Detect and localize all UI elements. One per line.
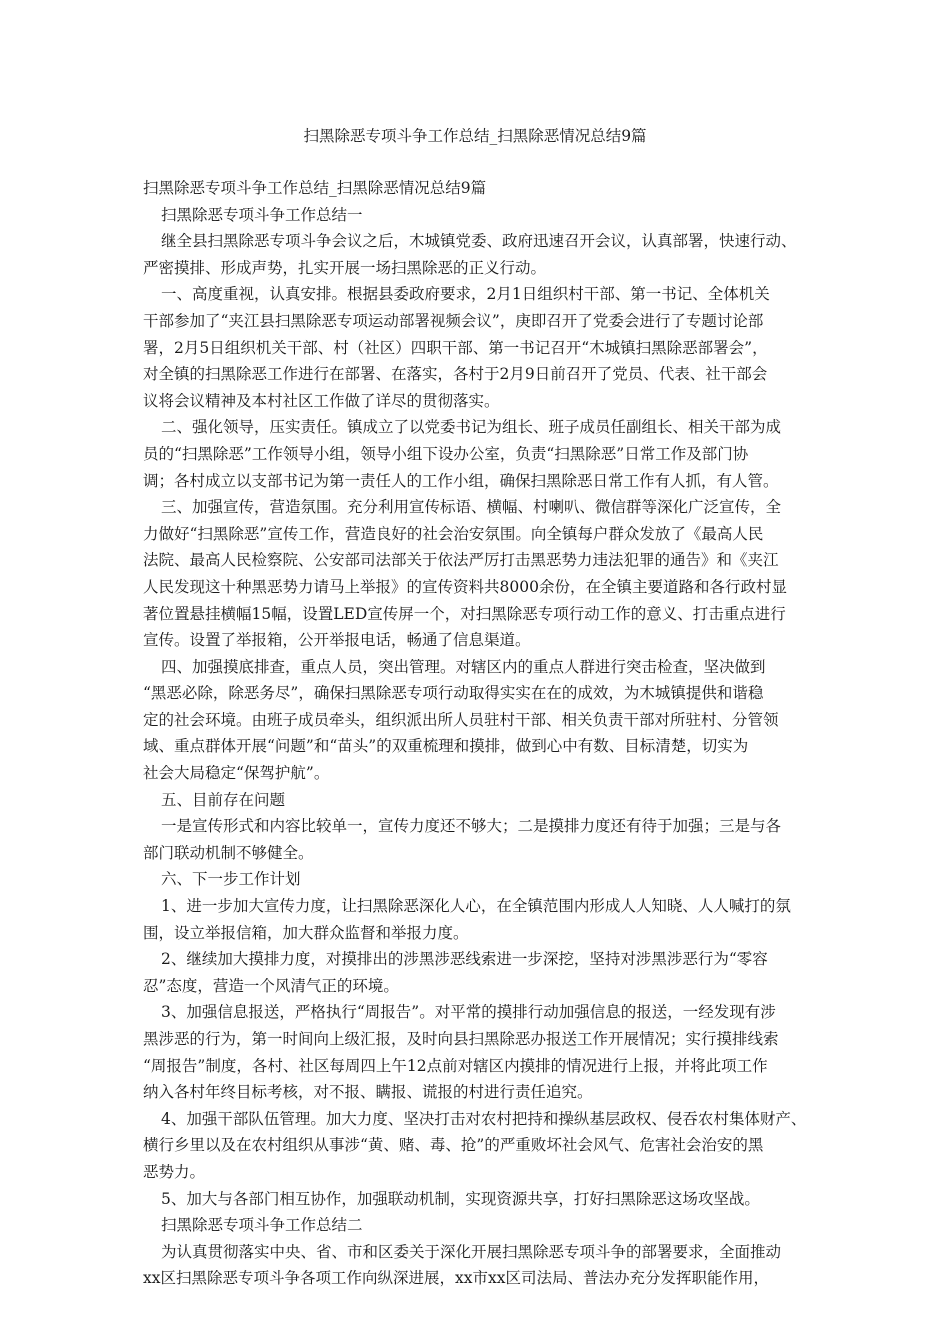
text-line: 法院、最高人民检察院、公安部司法部关于依法严厉打击黑恶势力违法犯罪的通告》和《夹江: [143, 551, 779, 570]
text-line: 调；各村成立以支部书记为第一责任人的工作小组，确保扫黑除恶日常工作有人抓，有人管。: [143, 471, 779, 490]
text-line: 横行乡里以及在农村组织从事涉“黄、赌、毒、抢”的严重败坏社会风气、危害社会治安的黑: [143, 1136, 764, 1155]
text-line: 部门联动机制不够健全。: [143, 843, 314, 862]
text-line: 五、目前存在问题: [161, 790, 286, 809]
text-line: 扫黑除恶专项斗争工作总结二: [161, 1216, 363, 1235]
text-line: 定的社会环境。由班子成员牵头，组织派出所人员驻村干部、相关负责干部对所驻村、分管领: [143, 710, 779, 729]
text-line: 1、进一步加大宣传力度，让扫黑除恶深化人心，在全镇范围内形成人人知晓、人人喊打的氛: [161, 897, 791, 916]
text-line: 三、加强宣传，营造氛围。充分利用宣传标语、横幅、村喇叭、微信群等深化广泛宣传，全: [161, 498, 782, 517]
text-line: 纳入各村年终目标考核，对不报、瞒报、谎报的村进行责任追究。: [143, 1083, 593, 1102]
text-line: 扫黑除恶专项斗争工作总结_扫黑除恶情况总结9篇: [143, 179, 487, 197]
text-line: xx区扫黑除恶专项斗争各项工作向纵深进展，xx市xx区司法局、普法办充分发挥职能作用，: [143, 1269, 769, 1288]
page-title: 扫黑除恶专项斗争工作总结_扫黑除恶情况总结9篇: [303, 127, 647, 145]
text-line: 一是宣传形式和内容比较单一，宣传力度还不够大；二是摸排力度还有待于加强；三是与各: [161, 817, 782, 836]
text-line: 域、重点群体开展“问题”和“苗头”的双重梳理和摸排，做到心中有数、目标清楚，切实为: [143, 737, 749, 756]
text-line: 恶势力。: [143, 1162, 206, 1181]
text-line: 继全县扫黑除恶专项斗争会议之后，木城镇党委、政府迅速召开会议，认真部署，快速行动、: [161, 232, 797, 251]
text-line: 黑涉恶的行为，第一时间向上级汇报，及时向县扫黑除恶办报送工作开展情况；实行摸排线索: [143, 1030, 779, 1048]
text-line: 议将会议精神及本村社区工作做了详尽的贯彻落实。: [143, 391, 500, 410]
text-line: 3、加强信息报送，严格执行“周报告”。对平常的摸排行动加强信息的报送，一经发现有涉: [161, 1003, 776, 1022]
text-line: 力做好“扫黑除恶”宣传工作，营造良好的社会治安氛围。向全镇每户群众发放了《最高人民: [143, 524, 764, 543]
text-line: 扫黑除恶专项斗争工作总结一: [161, 205, 363, 224]
text-line: 围，设立举报信箱，加大群众监督和举报力度。: [143, 923, 469, 942]
document-body: [143, 175, 813, 1292]
text-line: 四、加强摸底排查，重点人员，突出管理。对辖区内的重点人群进行突击检查，坚决做到: [161, 657, 766, 676]
text-line: 宣传。设置了举报箱，公开举报电话，畅通了信息渠道。: [143, 631, 531, 650]
text-line: 2、继续加大摸排力度，对摸排出的涉黑涉恶线索进一步深挖，坚持对涉黑涉恶行为“零容: [161, 950, 768, 969]
text-line: 5、加大与各部门相互协作，加强联动机制，实现资源共享，打好扫黑除恶这场攻坚战。: [161, 1189, 760, 1208]
text-line: 六、下一步工作计划: [161, 870, 301, 889]
text-line: 忍”态度，营造一个风清气正的环境。: [143, 976, 399, 995]
text-line: 严密摸排、形成声势，扎实开展一场扫黑除恶的正义行动。: [143, 258, 547, 277]
text-line: 二、强化领导，压实责任。镇成立了以党委书记为组长、班子成员任副组长、相关干部为成: [161, 418, 782, 437]
text-line: 为认真贯彻落实中央、省、市和区委关于深化开展扫黑除恶专项斗争的部署要求，全面推动: [161, 1242, 782, 1261]
text-line: 对全镇的扫黑除恶工作进行在部署、在落实，各村于2月9日前召开了党员、代表、社干部会: [143, 365, 768, 384]
text-line: 人民发现这十种黑恶势力请马上举报》的宣传资料共8000余份，在全镇主要道路和各行政村显: [143, 577, 787, 596]
text-line: “周报告”制度，各村、社区每周四上午12点前对辖区内摸排的情况进行上报，并将此项工作: [143, 1056, 768, 1075]
text-line: 干部参加了“夹江县扫黑除恶专项运动部署视频会议”，庚即召开了党委会进行了专题讨论部: [143, 311, 764, 330]
text-line: 署，2月5日组织机关干部、村（社区）四职干部、第一书记召开“木城镇扫黑除恶部署会”，: [143, 338, 768, 357]
text-line: 著位置悬挂横幅15幅，设置LED宣传屏一个，对扫黑除恶专项行动工作的意义、打击重点进行: [143, 604, 786, 623]
text-line: 一、高度重视，认真安排。根据县委政府要求，2月1日组织村干部、第一书记、全体机关: [161, 285, 770, 304]
text-line: 社会大局稳定“保驾护航”。: [143, 764, 330, 783]
text-line: 4、加强干部队伍管理。加大力度、坚决打击对农村把持和操纵基层政权、侵吞农村集体财产、: [161, 1109, 807, 1128]
text-line: 员的“扫黑除恶”工作领导小组，领导小组下设办公室，负责“扫黑除恶”日常工作及部门协: [143, 444, 749, 463]
text-line: “黑恶必除，除恶务尽”，确保扫黑除恶专项行动取得实实在在的成效，为木城镇提供和谐稳: [143, 684, 764, 703]
